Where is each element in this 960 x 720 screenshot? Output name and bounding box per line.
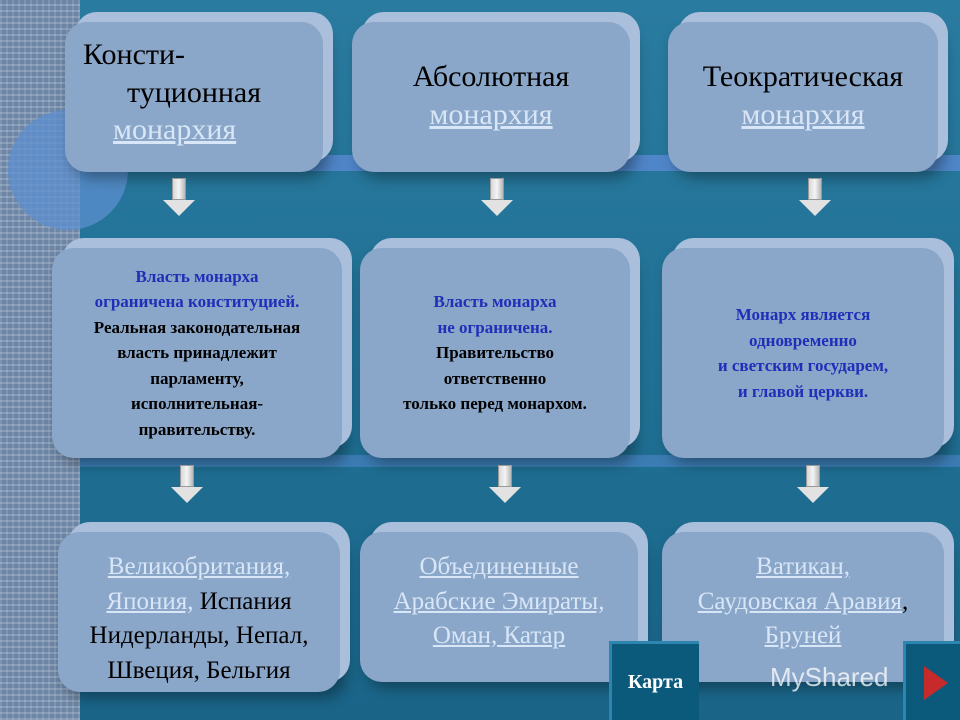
country-text: Нидерланды, Непал, xyxy=(89,622,309,649)
country-text: Испания xyxy=(193,587,292,615)
description-line: и главой церкви. xyxy=(737,381,869,401)
description-line: ограничена конституцией. xyxy=(94,292,300,312)
down-arrow-icon xyxy=(494,465,516,503)
country-line xyxy=(58,654,340,689)
country-link[interactable]: Бруней xyxy=(764,622,842,649)
description-line: Власть монарха xyxy=(433,292,557,312)
monarchy-link-theocratic[interactable]: монархия xyxy=(741,97,865,131)
description-line: исполнительная- xyxy=(130,394,264,414)
country-line xyxy=(662,619,944,654)
down-arrow-icon xyxy=(802,465,824,503)
description-box-constitutional xyxy=(52,248,342,458)
description-box-theocratic xyxy=(662,248,944,458)
header-box-theocratic xyxy=(668,22,938,172)
country-link[interactable]: Ватикан, xyxy=(756,553,850,580)
header-box-absolute xyxy=(352,22,630,172)
map-button-label: Карта xyxy=(627,670,684,693)
description-line: не ограничена. xyxy=(437,317,553,337)
description-line: Реальная законодательная xyxy=(93,317,301,337)
monarchy-link-absolute[interactable]: монархия xyxy=(429,97,553,131)
description-line: правительству. xyxy=(138,419,256,439)
country-link[interactable]: Оман, Катар xyxy=(432,622,566,649)
country-line xyxy=(58,550,340,585)
description-box-absolute xyxy=(360,248,630,458)
country-link[interactable]: Саудовская Аравия xyxy=(697,587,903,615)
header-line-2: туционная xyxy=(127,75,262,109)
watermark-logo: MyShared xyxy=(770,662,889,692)
country-line xyxy=(360,619,638,654)
country-line xyxy=(58,585,340,620)
next-slide-button[interactable] xyxy=(903,641,960,720)
country-text: , xyxy=(902,587,909,615)
country-link[interactable]: Япония, xyxy=(106,587,194,615)
down-arrow-icon xyxy=(486,178,508,216)
map-button[interactable] xyxy=(609,641,699,720)
country-link[interactable]: Арабские Эмираты, xyxy=(393,587,605,615)
description-line: парламенту, xyxy=(150,368,244,388)
country-line xyxy=(662,585,944,620)
description-line: власть принадлежит xyxy=(117,343,277,363)
country-line xyxy=(360,550,638,585)
country-line xyxy=(58,619,340,654)
country-line xyxy=(360,585,638,620)
header-line-1: Консти- xyxy=(83,38,186,71)
countries-box-absolute xyxy=(360,532,638,682)
down-arrow-icon xyxy=(168,178,190,216)
description-line: Власть монарха xyxy=(135,266,259,286)
countries-box-theocratic xyxy=(662,532,944,682)
description-line: и светским государем, xyxy=(717,356,889,375)
countries-box-constitutional xyxy=(58,532,340,692)
monarchy-link-constitutional[interactable]: монархия xyxy=(113,113,237,146)
header-line-1: Абсолютная xyxy=(412,60,570,93)
country-link[interactable]: Великобритания, xyxy=(107,553,291,580)
country-link[interactable]: Объединенные xyxy=(419,553,579,580)
header-line-1: Теократическая xyxy=(702,60,904,93)
description-line: Правительство xyxy=(435,343,555,363)
down-arrow-icon xyxy=(176,465,198,503)
play-triangle-icon xyxy=(924,666,948,700)
country-text: Швеция, Бельгия xyxy=(107,656,291,684)
description-line: ответственно xyxy=(443,368,547,388)
description-line: одновременно xyxy=(749,330,857,350)
description-line: только перед монархом. xyxy=(403,394,587,414)
country-line xyxy=(662,550,944,585)
description-line: Монарх является xyxy=(735,305,871,324)
header-box-constitutional xyxy=(65,22,323,172)
down-arrow-icon xyxy=(804,178,826,216)
